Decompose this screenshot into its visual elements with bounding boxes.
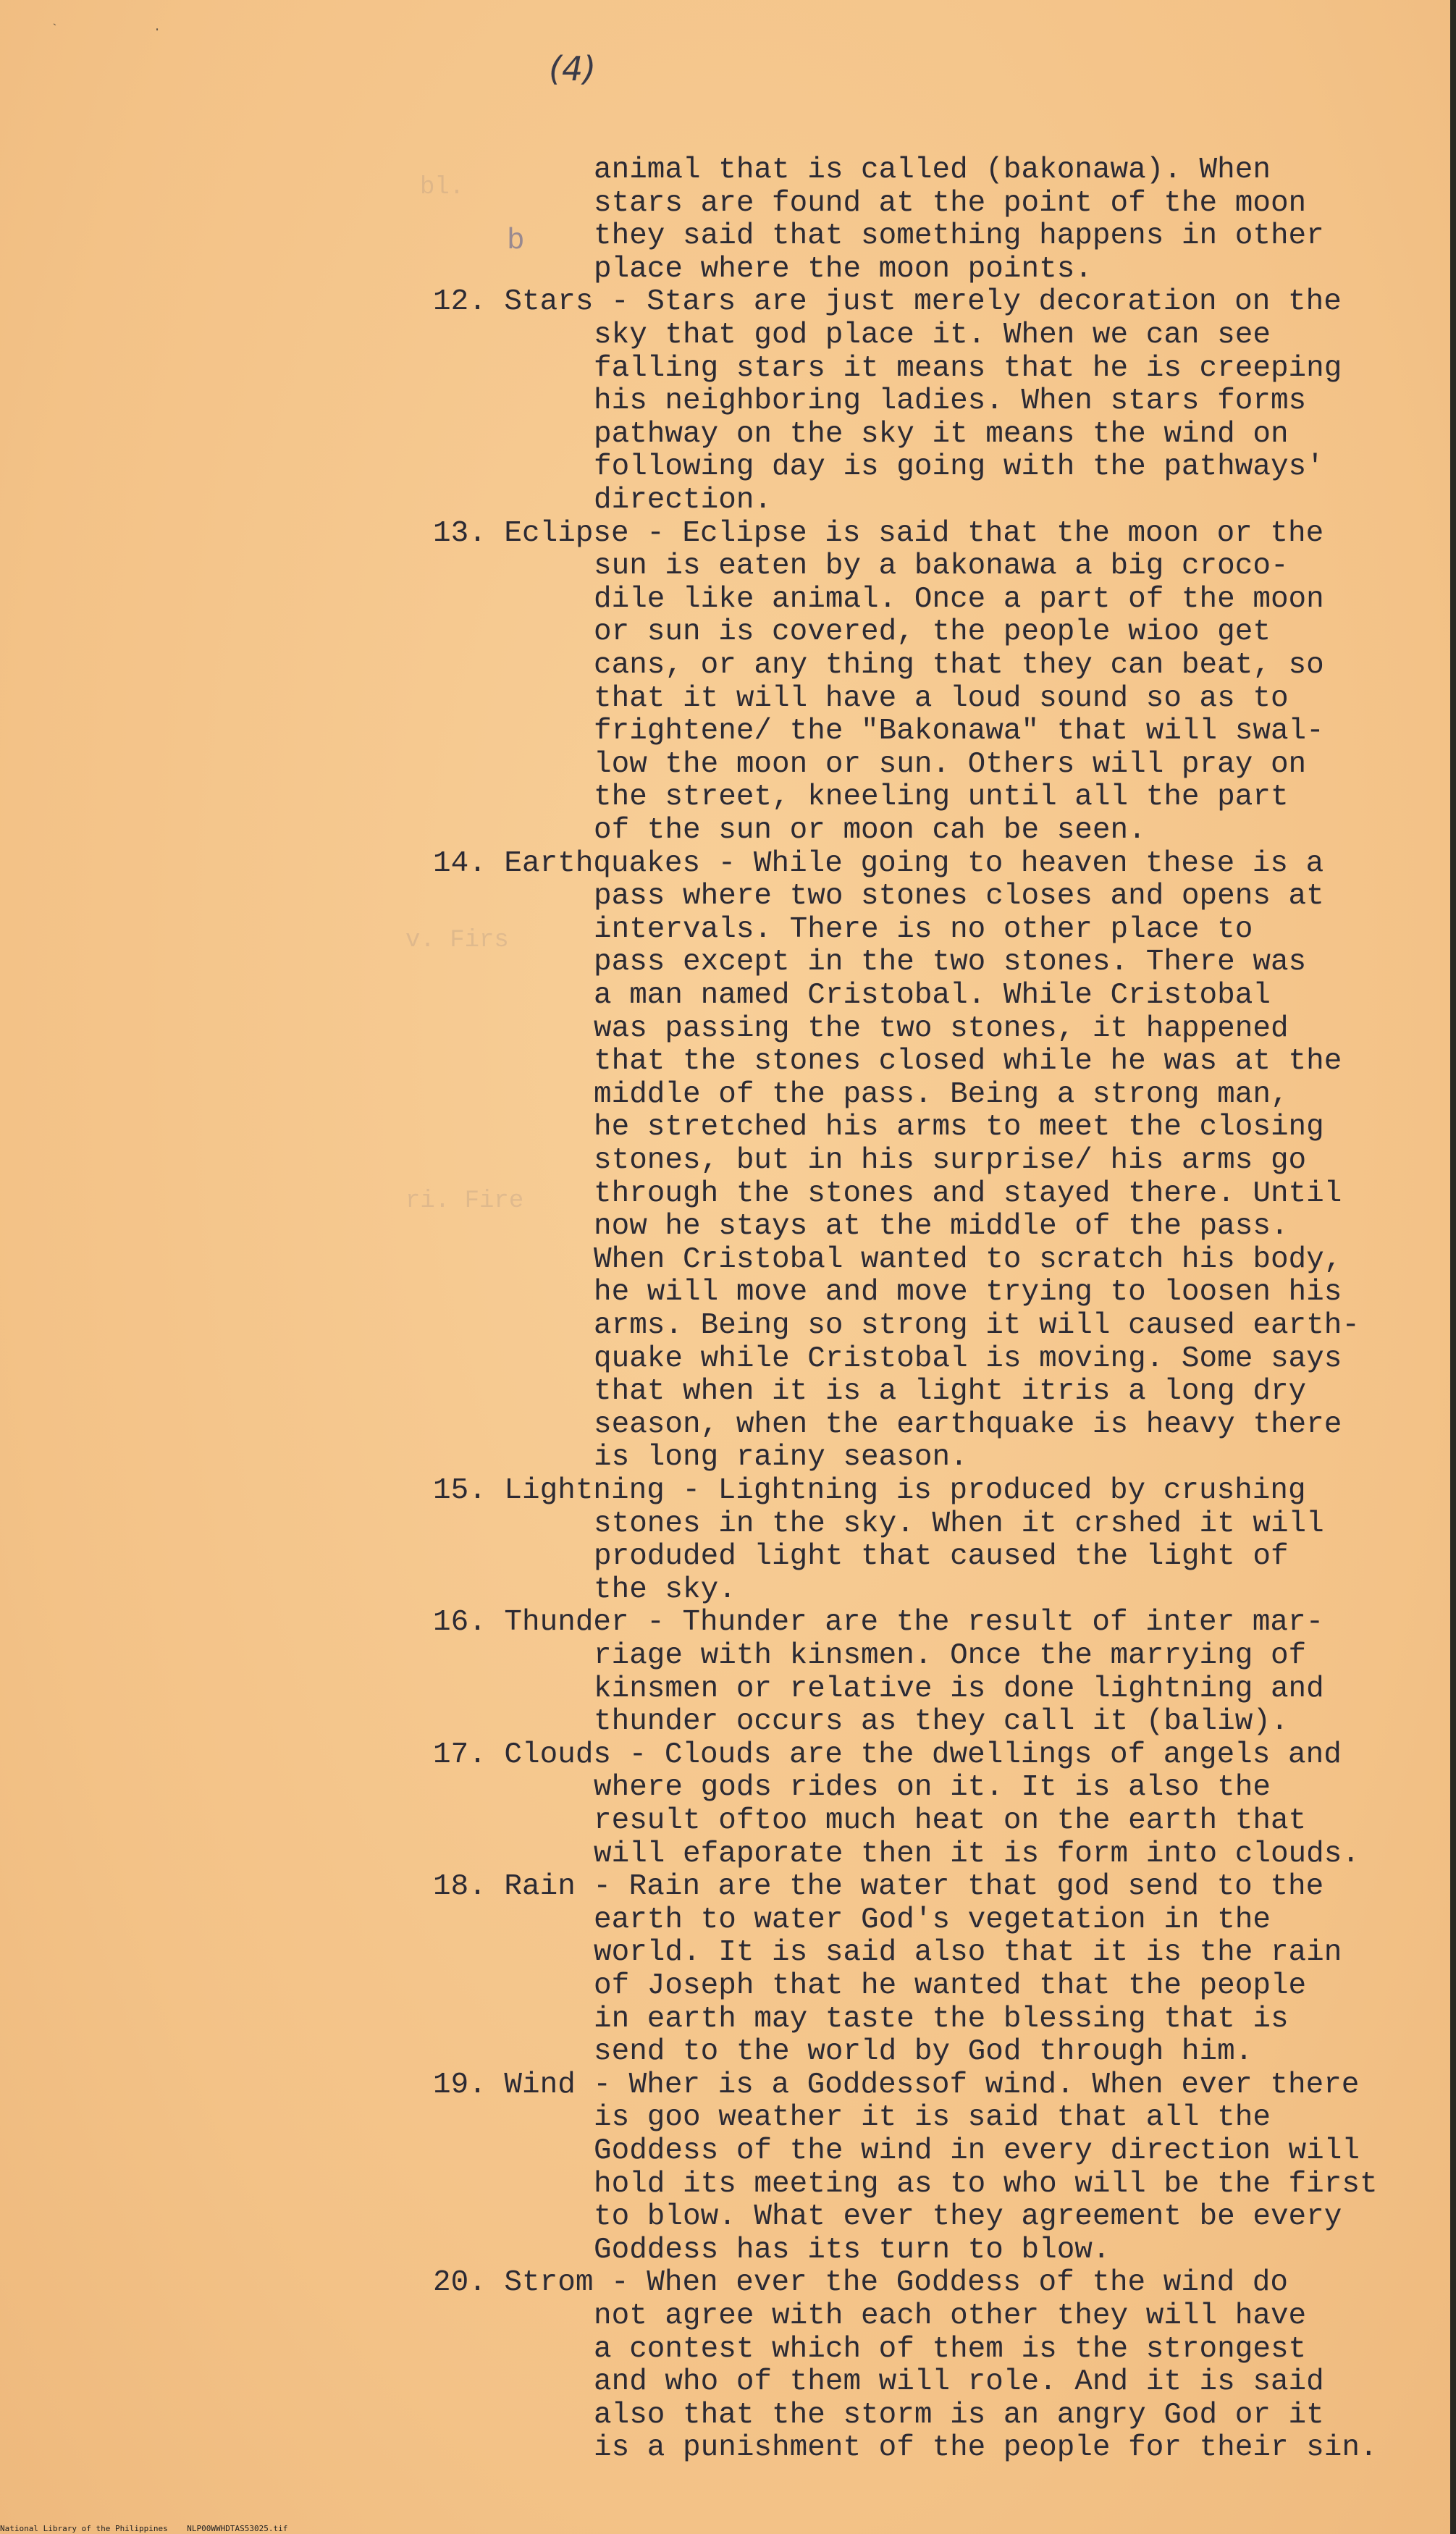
text-line: middle of the pass. Being a strong man, xyxy=(594,1078,1289,1111)
text-line: send to the world by God through him. xyxy=(594,2035,1253,2068)
text-line: hold its meeting as to who will be the first xyxy=(594,2168,1378,2201)
text-line: to blow. What ever they agreement be every xyxy=(594,2200,1342,2234)
text-line: also that the storm is an angry God or it xyxy=(594,2399,1324,2432)
text-line: the street, kneeling until all the part xyxy=(594,780,1289,814)
text-line: sun is eaten by a bakonawa a big croco- xyxy=(594,550,1289,583)
list-item-line: 15. Lightning - Lightning is produced by crushing xyxy=(433,1474,1306,1507)
text-line: animal that is called (bakonawa). When xyxy=(594,153,1271,187)
text-line: stones in the sky. When it crshed it will xyxy=(594,1507,1324,1541)
list-item-line: 17. Clouds - Clouds are the dwellings of angels and xyxy=(433,1738,1342,1772)
text-line: or sun is covered, the people wioo get xyxy=(594,615,1271,649)
text-line: stones, but in his surprise/ his arms go xyxy=(594,1144,1307,1177)
bleed-through-text: bl. xyxy=(420,174,465,201)
text-line: season, when the earthquake is heavy there xyxy=(594,1408,1342,1441)
text-line: he will move and move trying to loosen his xyxy=(594,1276,1342,1309)
text-line: sky that god place it. When we can see xyxy=(594,319,1271,352)
footer-credit: National Library of the Philippines NLP00WWHDTAS53025.tif xyxy=(0,2524,288,2533)
list-item-line: 14. Earthquakes - While going to heaven these is a xyxy=(433,847,1324,880)
text-line: low the moon or sun. Others will pray on xyxy=(594,748,1307,781)
list-item-line: 19. Wind - Wher is a Goddessof wind. When ever there xyxy=(433,2068,1360,2102)
text-line: place where the moon points. xyxy=(594,253,1093,286)
scan-edge xyxy=(1450,0,1456,2534)
text-line: not agree with each other they will have xyxy=(594,2299,1307,2333)
text-line: cans, or any thing that they can beat, so xyxy=(594,649,1324,682)
text-line: quake while Cristobal is moving. Some says xyxy=(594,1342,1342,1376)
text-line: pass where two stones closes and opens at xyxy=(594,880,1324,913)
text-line: earth to water God's vegetation in the xyxy=(594,1903,1271,1937)
list-item-line: 18. Rain - Rain are the water that god send to the xyxy=(433,1870,1324,1903)
text-line: pathway on the sky it means the wind on xyxy=(594,418,1289,451)
page-number: (4) xyxy=(549,49,597,88)
text-line: that when it is a light itris a long dry xyxy=(594,1375,1307,1408)
text-line: arms. Being so strong it will caused earth- xyxy=(594,1309,1360,1342)
text-line: will efaporate then it is form into clouds. xyxy=(594,1838,1360,1871)
text-line: through the stones and stayed there. Until xyxy=(594,1177,1342,1211)
text-line: Goddess of the wind in every direction will xyxy=(594,2134,1360,2168)
list-item-line: 13. Eclipse - Eclipse is said that the moon or the xyxy=(433,517,1324,550)
text-line: and who of them will role. And it is said xyxy=(594,2365,1324,2399)
text-line: pass except in the two stones. There was xyxy=(594,946,1307,979)
text-line: that it will have a loud sound so as to xyxy=(594,682,1289,715)
text-line: is a punishment of the people for their sin. xyxy=(594,2431,1378,2464)
text-line: world. It is said also that it is the rain xyxy=(594,1936,1342,1969)
text-line: riage with kinsmen. Once the marrying of xyxy=(594,1639,1307,1672)
list-item-line: 12. Stars - Stars are just merely decoration on the xyxy=(433,285,1342,319)
text-line: a man named Cristobal. While Cristobal xyxy=(594,979,1271,1012)
text-line: kinsmen or relative is done lightning and xyxy=(594,1672,1324,1706)
text-line: a contest which of them is the strongest xyxy=(594,2333,1307,2366)
text-line: in earth may taste the blessing that is xyxy=(594,2003,1289,2036)
list-item-line: 16. Thunder - Thunder are the result of inter mar- xyxy=(433,1606,1324,1639)
text-line: they said that something happens in other xyxy=(594,219,1324,253)
text-line: following day is going with the pathways' xyxy=(594,450,1324,484)
text-line: where gods rides on it. It is also the xyxy=(594,1771,1271,1804)
text-line: stars are found at the point of the moon xyxy=(594,187,1307,220)
text-line: thunder occurs as they call it (baliw). xyxy=(594,1705,1289,1738)
bleed-through-text: v. Firs xyxy=(405,927,509,954)
text-line: his neighboring ladies. When stars forms xyxy=(594,384,1307,418)
text-line: Goddess has its turn to blow. xyxy=(594,2234,1111,2267)
text-line: is goo weather it is said that all the xyxy=(594,2101,1271,2134)
text-line: result oftoo much heat on the earth that xyxy=(594,1804,1307,1838)
text-line: direction. xyxy=(594,484,773,517)
corner-marks: ` · xyxy=(51,23,205,38)
text-line: of the sun or moon cah be seen. xyxy=(594,814,1146,847)
text-line: now he stays at the middle of the pass. xyxy=(594,1210,1289,1243)
list-item-line: 20. Strom - When ever the Goddess of the wind do xyxy=(433,2266,1288,2299)
text-line: that the stones closed while he was at the xyxy=(594,1045,1342,1078)
margin-mark: b xyxy=(507,224,525,258)
text-line: dile like animal. Once a part of the moon xyxy=(594,583,1324,616)
text-line: of Joseph that he wanted that the people xyxy=(594,1969,1307,2003)
text-line: the sky. xyxy=(594,1573,736,1607)
bleed-through-text: ri. Fire xyxy=(405,1187,524,1215)
text-line: he stretched his arms to meet the closing xyxy=(594,1111,1324,1144)
text-line: frightene/ the "Bakonawa" that will swal- xyxy=(594,715,1324,748)
text-line: falling stars it means that he is creeping xyxy=(594,352,1342,385)
text-line: is long rainy season. xyxy=(594,1441,968,1474)
text-line: When Cristobal wanted to scratch his body, xyxy=(594,1243,1342,1276)
text-line: intervals. There is no other place to xyxy=(594,913,1253,946)
text-line: was passing the two stones, it happened xyxy=(594,1012,1289,1045)
text-line: produded light that caused the light of xyxy=(594,1540,1289,1573)
